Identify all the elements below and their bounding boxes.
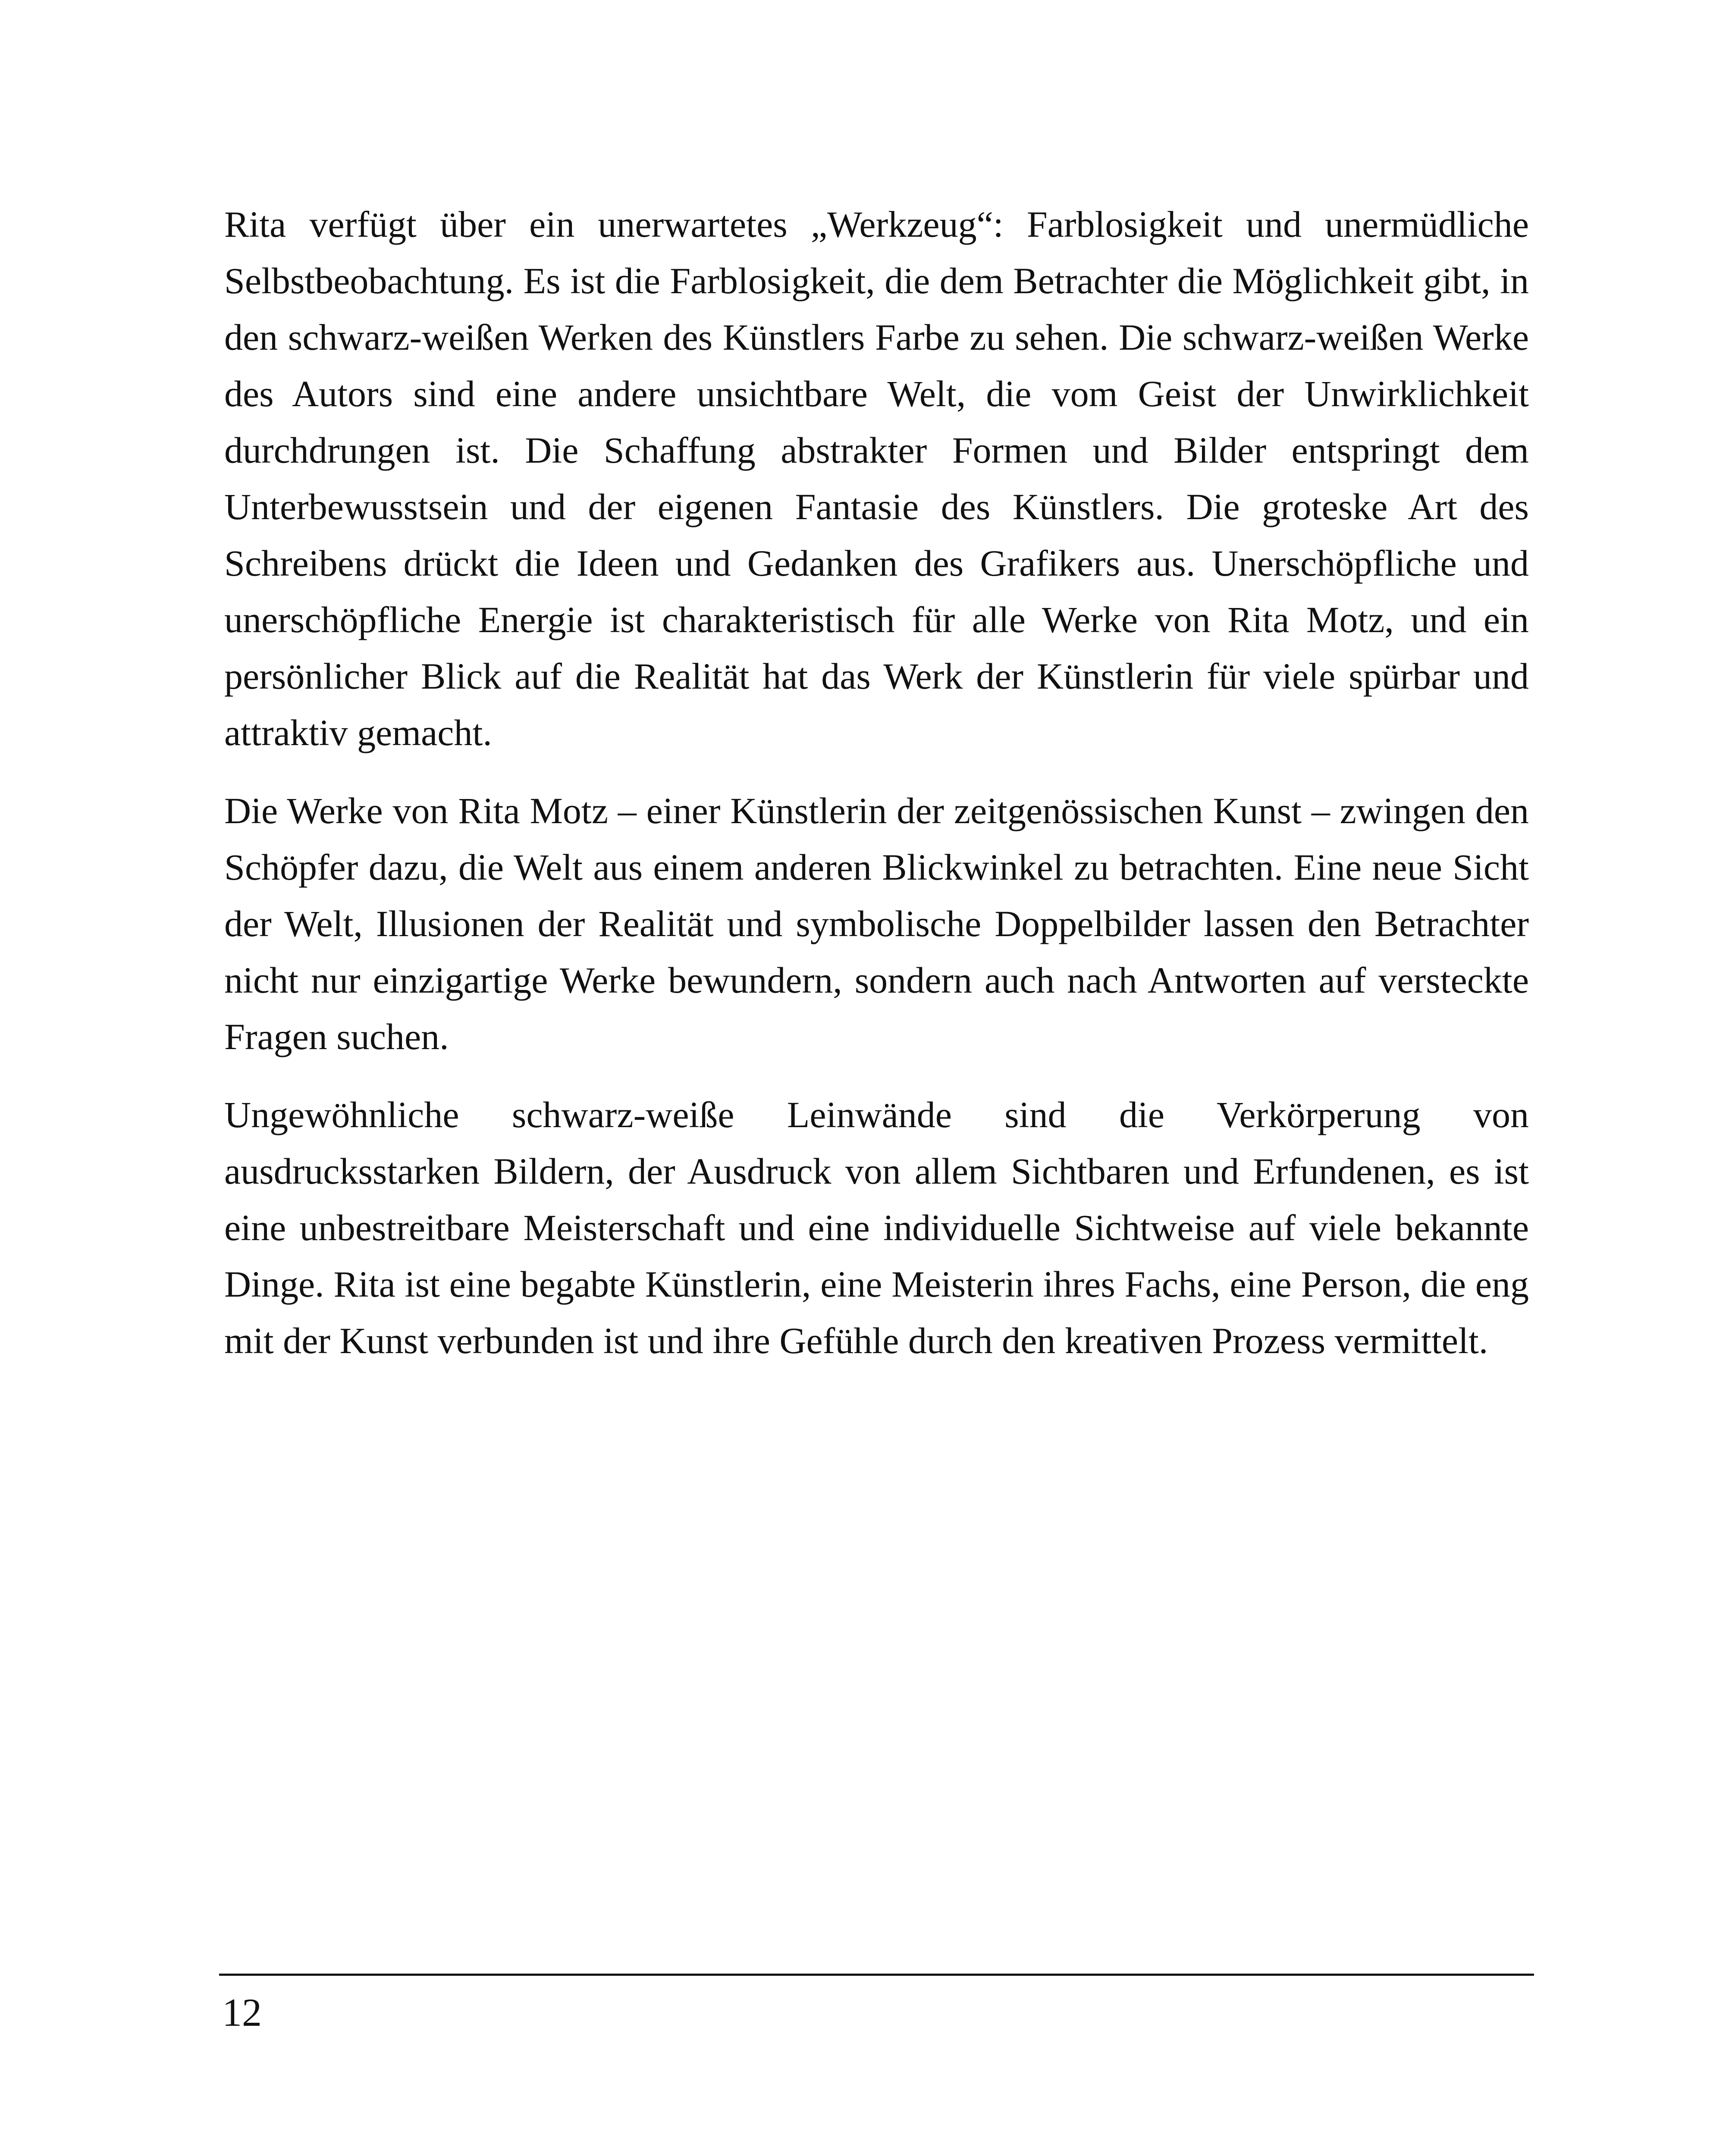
paragraph-1: Rita verfügt über ein unerwartetes „Werkzeug“: Farblosigkeit und unermüdliche Selbstbeobachtung. Es ist die Farblosigkeit, die dem Betrachter die Möglichkeit gibt, in den schwarz-weißen Werken des Künstlers Farbe zu sehen. Die schwarz-weißen Werke des Autors sind eine andere unsichtbare Welt, die vom Geist der Unwirklichkeit durchdrungen ist. Die Schaffung abstrakter Formen und Bilder entspringt dem Unterbewusstsein und der eigenen Fantasie des Künstlers. Die groteske Art des Schreibens drückt die Ideen und Gedanken des Grafikers aus. Unerschöpfliche und unerschöpfliche Energie ist charakteristisch für alle Werke von Rita Motz, und ein persönlicher Blick auf die Realität hat das Werk der Künstlerin für viele spürbar und attraktiv gemacht. [224,204,1529,753]
page-number: 12 [222,1990,262,2034]
footer-divider [219,1974,1534,1976]
paragraph-2: Die Werke von Rita Motz – einer Künstlerin der zeitgenössischen Kunst – zwingen den Schöpfer dazu, die Welt aus einem anderen Blickwinkel zu betrachten. Eine neue Sicht der Welt, Illusionen der Realität und symbolische Doppelbilder lassen den Betrachter nicht nur einzigartige Werke bewundern, sondern auch nach Antworten auf versteckte Fragen suchen. [224,790,1529,1057]
paragraph-3: Ungewöhnliche schwarz-weiße Leinwände sind die Verkörperung von ausdrucksstarken Bildern, der Ausdruck von allem Sichtbaren und Erfundenen, es ist eine unbestreitbare Meisterschaft und eine individuelle Sichtweise auf viele bekannte Dinge. Rita ist eine begabte Künstlerin, eine Meisterin ihres Fachs, eine Person, die eng mit der Kunst verbunden ist und ihre Gefühle durch den kreativen Prozess vermittelt. [224,1094,1529,1361]
body-text [224,196,1529,1391]
